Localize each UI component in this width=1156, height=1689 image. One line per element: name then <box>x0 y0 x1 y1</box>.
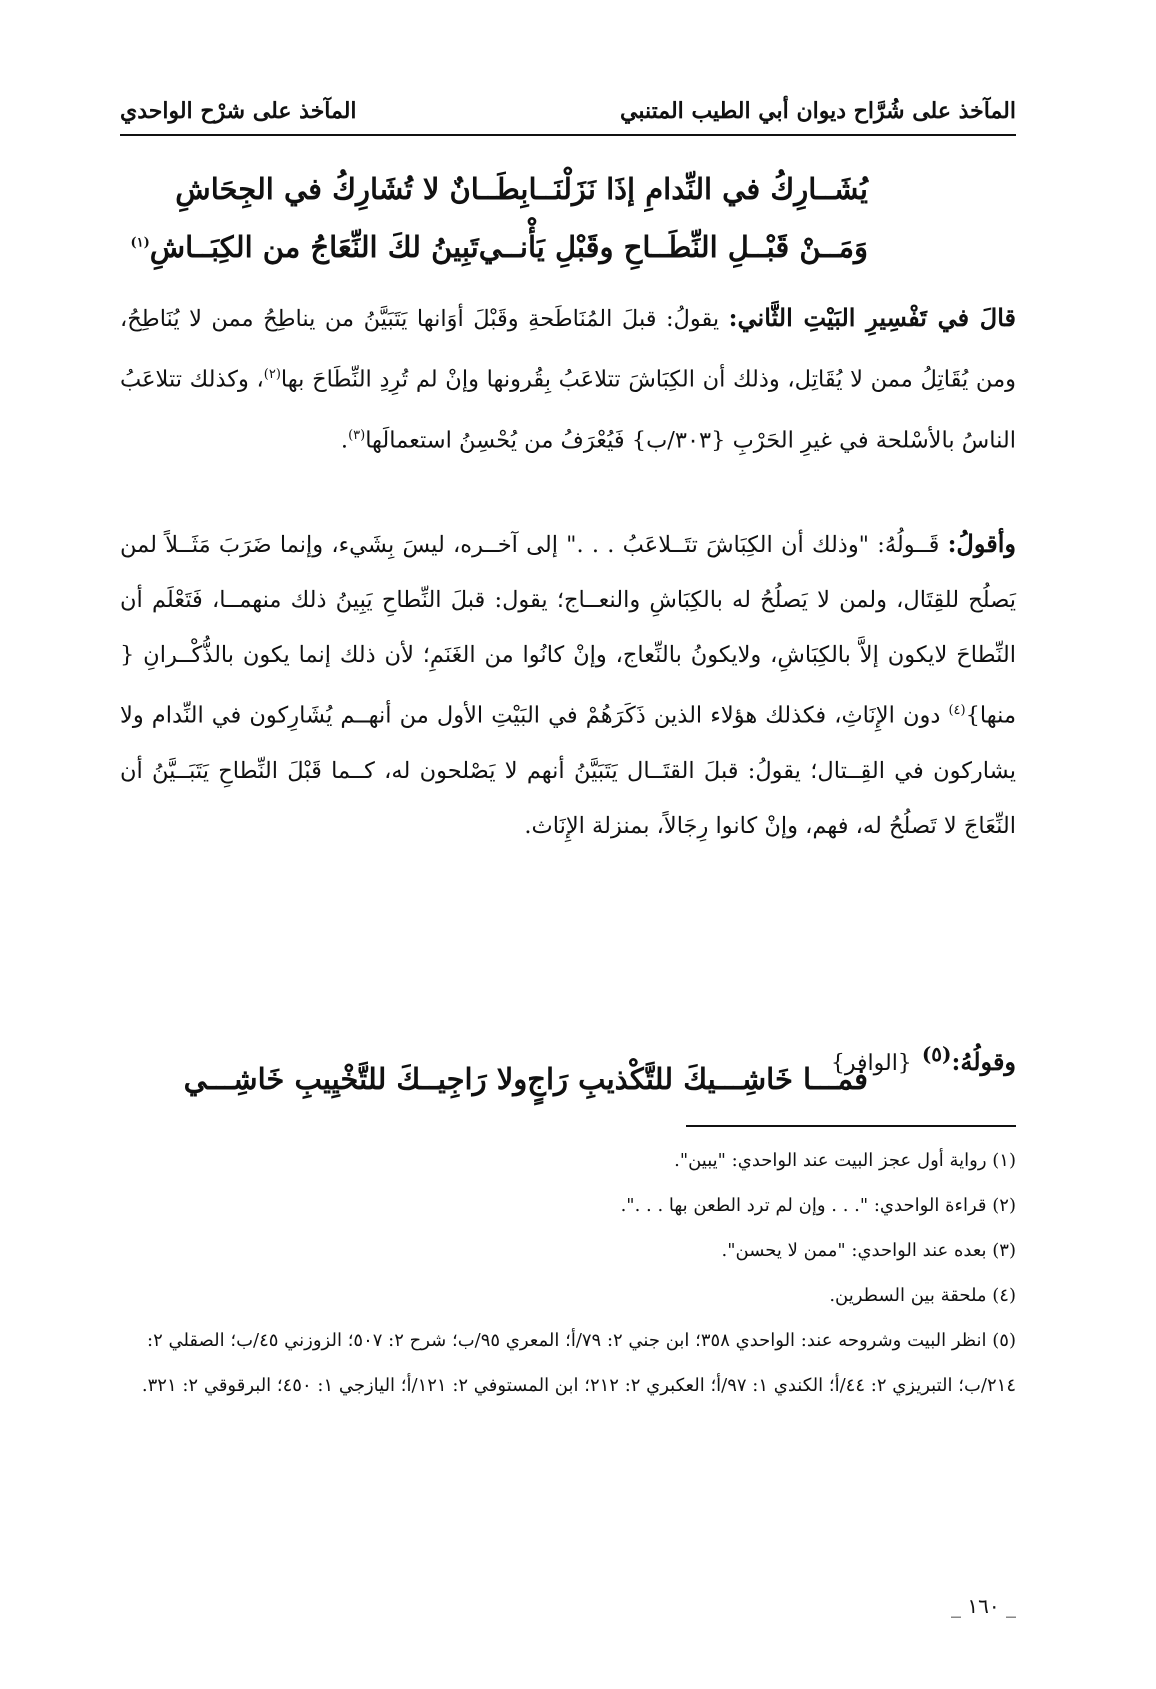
footnotes <box>120 1138 1016 1408</box>
paragraph-1-text-2: ، وكذلك تتلاعَبُ الناسُ بالأسْلحة في غيرِ الحَرْبِ {٣٠٣/ب} فَيُعْرَفُ من يُحْسِنُ استعمالَها <box>120 366 1016 453</box>
footnote-ref-4: (٤) <box>948 703 966 718</box>
verse-1-first-hemistich: يُشَــارِكُ في النِّدامِ إذَا نَزَلْنَــا <box>528 172 868 206</box>
verse-line-1 <box>175 172 868 207</box>
verse-1-second-hemistich: بِطَــانٌ لا تُشَارِكُ في الجِحَاشِ <box>175 172 529 206</box>
meter-name: {الوافر} <box>830 1051 912 1076</box>
footnote-4: (٤) ملحقة بين السطرين. <box>829 1285 1016 1306</box>
paragraph-1-end: . <box>340 427 349 453</box>
paragraph-2-text: قَــولُهُ: "وذلك أن الكِبَاشَ تتَــلاعَبُ . . ." إلى آخــره، ليسَ بِشَيء، وإنما ضَرَبَ مَثَــلاً لمن يَصلُح للقِتَال، ولمن لا يَصلُحُ له بالكِبَاشِ والنعــاج؛ يقول: قبلَ النِّطاحِ يَبِينُ ذلك منهمــا، فَتَعْلَم أن النِّطاحَ لايكون إلاَّ بالكِبَاشِ، ولايكونُ بالنِّعاج، وإنْ كانُوا من الغَنَمِ؛ لأن ذلك إنما يكون بالذُّكْــرانِ { منها} <box>120 532 1016 729</box>
verse-2-second-text: تَبِينُ لكَ النِّعَاجُ من الكِبَــاشِ <box>149 230 479 264</box>
footnote-rule <box>686 1125 1016 1127</box>
footnote-ref-2: (٢) <box>263 367 281 382</box>
verse-2-second-hemistich <box>130 230 478 265</box>
running-header <box>120 84 1016 124</box>
page-number: _ ١٦٠ _ <box>951 1594 1016 1618</box>
footnote-5: (٥) انظر البيت وشروحه عند: الواحدي ٣٥٨؛ ابن جني ٢: ٧٩/أ؛ المعري ٩٥/ب؛ شرح ٢: ٥٠٧؛ الزوزني ٤٥/ب؛ الصقلي ٢: ٢١٤/ب؛ التبريزي ٢: ٤٤/أ؛ الكندي ١: ٩٧/أ؛ العكبري ٢: ٢١٢؛ ابن المستوفي ٢: ١٢١/أ؛ اليازجي ١: ٤٥٠؛ البرقوقي ٢: ٣٢١. <box>141 1330 1016 1396</box>
paragraph-2-lead: وأقولُ: <box>947 529 1016 558</box>
verse-3-second-hemistich: ولا رَاجِيــكَ للتَّخْيِيبِ خَاشِـــي <box>183 1062 528 1096</box>
footnote-ref-5: (٥) <box>921 1042 952 1066</box>
footnote-ref-3: (٣) <box>348 427 366 443</box>
header-rule <box>120 134 1016 136</box>
header-chapter-title: المآخذ على شرْح الواحدي <box>120 98 357 124</box>
paragraph-2-text-2: دون الإِنَاثِ، فكذلك هؤلاء الذين ذَكَرَهُمْ في البَيْتِ الأول من أنهــم يُشَارِكون في النِّدام ولا يشاركون في القِــتال؛ يقولُ: قبلَ القتَــال يَتَبَيَّنُ أنهم لا يَصْلحون له، كــما قَبْلَ النِّطاحِ يَتَبَــيَّنُ أن النِّعَاجَ لا تَصلُحُ له، فهم، وإنْ كانوا رِجَالاً، بمنزلة الإِنَاث. <box>120 702 1016 839</box>
paragraph-1-lead: قالَ في تَفْسِيرِ البَيْتِ الثَّاني: <box>728 303 1016 332</box>
footnote-ref-1: (١) <box>130 235 150 251</box>
verse-intro-label: وقولُهُ: <box>951 1047 1016 1076</box>
paragraph-1-text: يقولُ: قبلَ المُنَاطَحةِ وقَبْلَ أوَانها يَتَبَيَّنُ من يناطِحُ ممن لا يُنَاطِحُ، ومن يُقَاتِلُ ممن لا يُقَاتِل، وذلك أن الكِبَاشَ تتلاعَبُ بِقُرونها وإنْ لم تُرِدِ النِّطَاحَ بها <box>120 306 1016 393</box>
verse-line-2 <box>130 230 868 265</box>
commentary-paragraph-1 <box>120 290 1016 468</box>
commentary-paragraph-2 <box>120 516 1016 854</box>
verse-line-3 <box>183 1062 868 1097</box>
verse-2-first-hemistich: وَمَــنْ قَبْــلِ النِّطَــاحِ وقَبْلِ يَأْنــي <box>478 230 868 264</box>
footnote-2: (٢) قراءة الواحدي: ". . . وإن لم ترد الطعن بها . . .". <box>620 1195 1016 1216</box>
header-book-title: المآخذ على شُرَّاح ديوان أبي الطيب المتنبي <box>620 98 1016 124</box>
footnote-3: (٣) بعده عند الواحدي: "ممن لا يحسن". <box>721 1240 1016 1261</box>
verse-3-first-hemistich: فمـــا خَاشِـــيكَ للتَّكْذيبِ رَاجٍ <box>527 1062 868 1096</box>
footnote-1: (١) رواية أول عجز البيت عند الواحدي: "يبين". <box>674 1150 1016 1171</box>
